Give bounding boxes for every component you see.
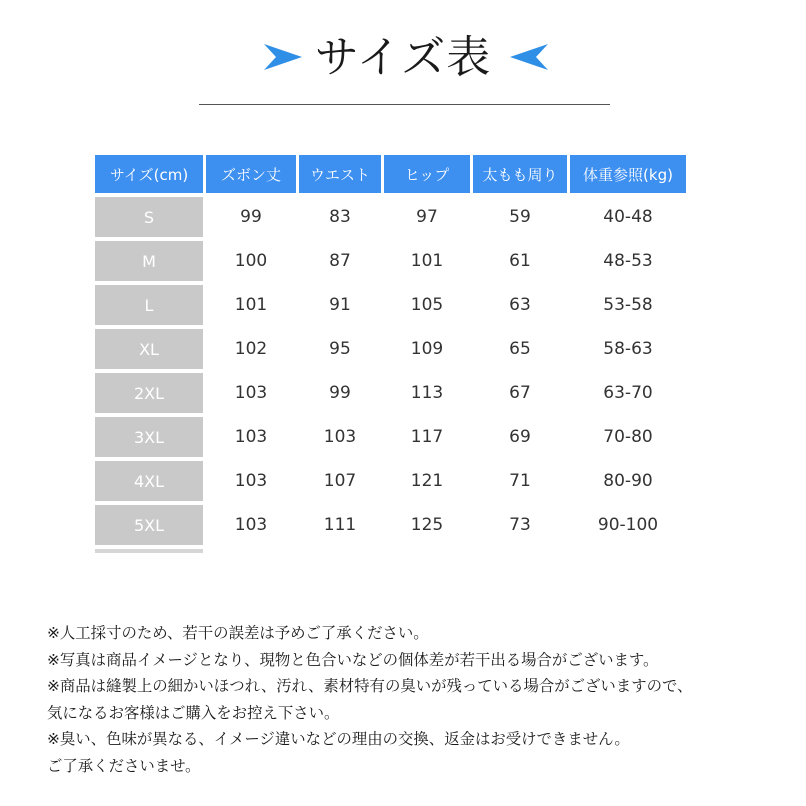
hip-value: 121 — [410, 471, 444, 491]
column-header-hip: ヒップ — [384, 155, 470, 193]
length-value: 103 — [234, 471, 268, 491]
note-line: ご了承くださいませ。 — [47, 756, 201, 775]
length-value: 102 — [234, 339, 268, 359]
size-label: 5XL — [95, 505, 203, 545]
waist-value: 111 — [323, 515, 357, 535]
table-row — [95, 373, 686, 413]
hip-value: 113 — [410, 383, 444, 403]
weight-value: 58-63 — [603, 339, 653, 359]
weight-value: 80-90 — [603, 471, 653, 491]
thigh-value: 73 — [509, 515, 531, 535]
length-value: 103 — [234, 515, 268, 535]
thigh-value: 63 — [509, 295, 531, 315]
table-row — [95, 241, 686, 281]
weight-value: 48-53 — [603, 251, 653, 271]
waist-value: 95 — [329, 339, 351, 359]
weight-value: 90-100 — [597, 515, 659, 535]
waist-value: 87 — [329, 251, 351, 271]
waist-value: 91 — [329, 295, 351, 315]
note-line: ※写真は商品イメージとなり、現物と色合いなどの個体差が若干出る場合がございます。 — [47, 650, 659, 669]
length-value: 100 — [234, 251, 268, 271]
size-label: 2XL — [95, 373, 203, 413]
thigh-value: 71 — [509, 471, 531, 491]
waist-value: 83 — [329, 207, 351, 227]
hip-value: 101 — [410, 251, 444, 271]
thigh-value: 59 — [509, 207, 531, 227]
hip-value: 117 — [410, 427, 444, 447]
column-header-waist: ウエスト — [299, 155, 381, 193]
title-row — [0, 28, 806, 88]
weight-value: 40-48 — [603, 207, 653, 227]
table-row — [95, 285, 686, 325]
table-tail-row — [95, 549, 686, 553]
table-tail-cell — [95, 549, 203, 553]
hip-value: 125 — [410, 515, 444, 535]
size-label: M — [95, 241, 203, 281]
arrow-left-icon — [508, 42, 550, 72]
arrow-right-icon — [262, 42, 304, 72]
size-label: S — [95, 197, 203, 237]
title-divider — [199, 104, 610, 105]
hip-value: 109 — [410, 339, 444, 359]
waist-value: 107 — [323, 471, 357, 491]
size-label: L — [95, 285, 203, 325]
table-row — [95, 329, 686, 369]
column-header-thigh: 太もも周り — [473, 155, 567, 193]
column-header-weight: 体重参照(kg) — [570, 155, 686, 193]
thigh-value: 65 — [509, 339, 531, 359]
note-line: ※商品は縫製上の細かいほつれ、汚れ、素材特有の臭いが残っている場合がございますので、 — [47, 677, 693, 696]
weight-value: 70-80 — [603, 427, 653, 447]
weight-value: 63-70 — [603, 383, 653, 403]
size-label: 3XL — [95, 417, 203, 457]
note-line: ※臭い、色味が異なる、イメージ違いなどの理由の交換、返金はお受けできません。 — [47, 730, 630, 749]
size-table — [92, 151, 689, 557]
thigh-value: 69 — [509, 427, 531, 447]
length-value: 99 — [240, 207, 262, 227]
note-line: 気になるお客様はご購入をお控え下さい。 — [47, 703, 340, 722]
page-title: サイズ表 — [314, 32, 492, 83]
note-line: ※人工採寸のため、若干の誤差は予めご了承ください。 — [47, 624, 429, 642]
length-value: 101 — [234, 295, 268, 315]
thigh-value: 61 — [509, 251, 531, 271]
size-label: XL — [95, 329, 203, 369]
table-header-row — [95, 155, 686, 193]
length-value: 103 — [234, 427, 268, 447]
table-row — [95, 461, 686, 501]
table-row — [95, 417, 686, 457]
table-row — [95, 505, 686, 545]
waist-value: 99 — [329, 383, 351, 403]
notes-section — [47, 620, 787, 780]
thigh-value: 67 — [509, 383, 531, 403]
hip-value: 97 — [416, 207, 438, 227]
length-value: 103 — [234, 383, 268, 403]
hip-value: 105 — [410, 295, 444, 315]
column-header-size: サイズ(cm) — [95, 155, 203, 193]
size-label: 4XL — [95, 461, 203, 501]
weight-value: 53-58 — [603, 295, 653, 315]
waist-value: 103 — [323, 427, 357, 447]
column-header-length: ズボン丈 — [206, 155, 296, 193]
table-row — [95, 197, 686, 237]
